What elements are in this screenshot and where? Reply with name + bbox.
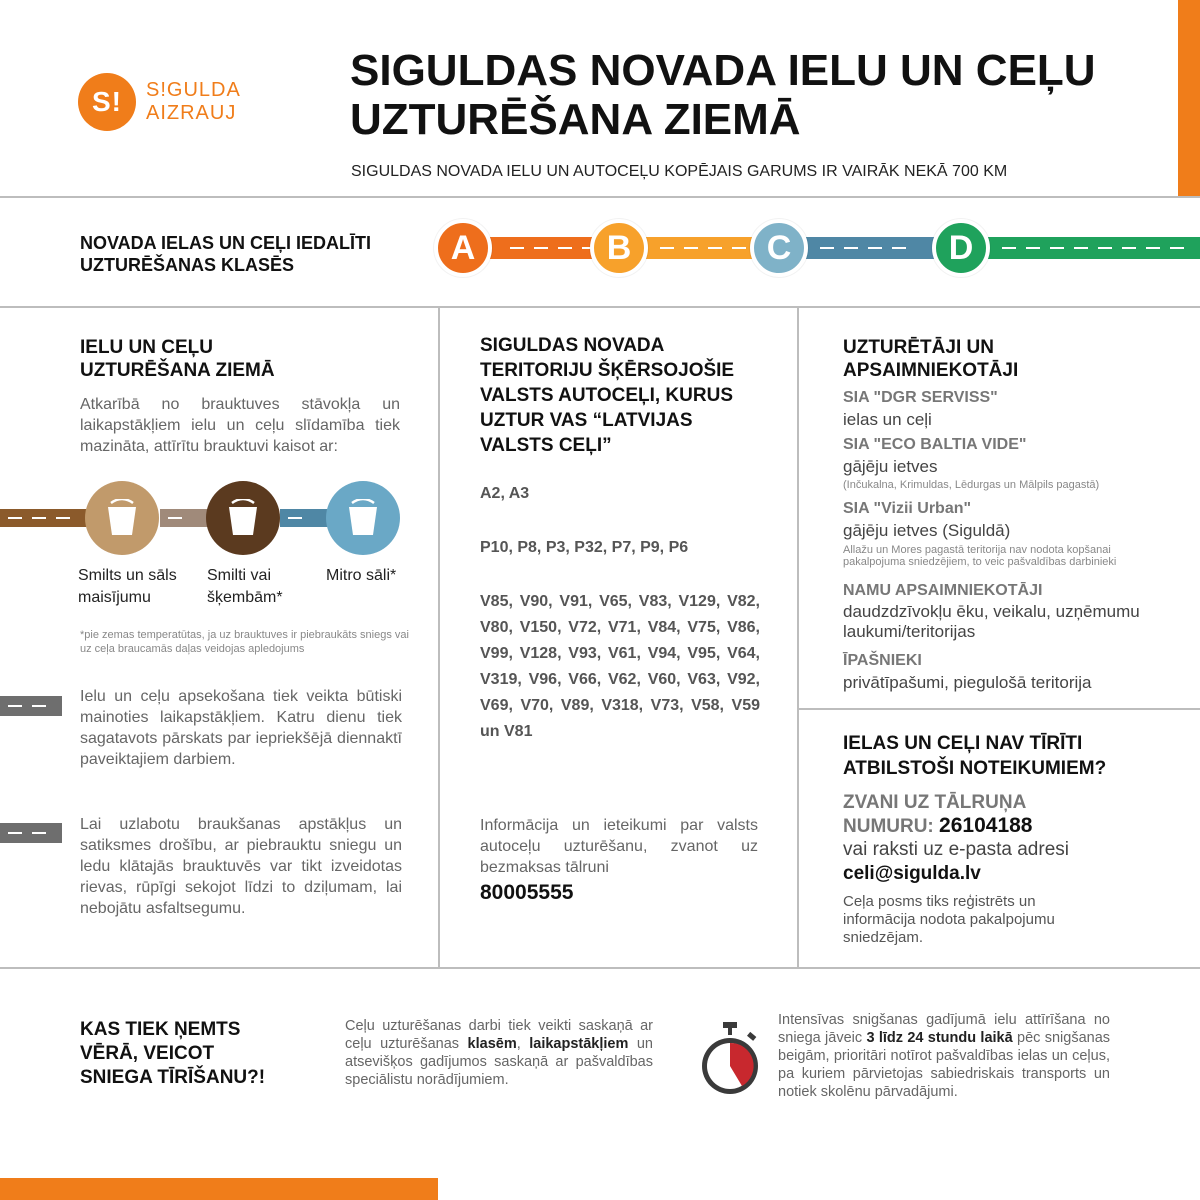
material-label-3: Mitro sāli* — [326, 567, 397, 584]
material-label-2: Smilti vai šķembām* — [207, 567, 283, 606]
class-letter: D — [948, 228, 974, 267]
road-marker-2 — [0, 823, 62, 843]
winter-intro: Atkarībā no brauktuves stāvokļa un laikapstākļiem ielu un ceļu slīdamība tiek mazināta, attīrītu brauktuvi kaisot ar: — [80, 396, 400, 455]
maintainer-2-desc: gājēju ietves — [843, 457, 938, 476]
maintainer-4-name: NAMU APSAIMNIEKOTĀJI — [843, 582, 1043, 599]
routes-a: A2, A3 — [480, 485, 530, 502]
grooves-paragraph: Lai uzlabotu braukšanas apstākļus un satiksmes drošību, ar piebrauktu sniegu un ledu klātajās brauktuvēs var tikt izveidotas rievas, rūpīgi sekojot līdzi to dziļumam, lai nebojātu asfaltsegumu. — [80, 816, 402, 917]
maintainer-5-name: ĪPAŠNIEKI — [843, 652, 922, 669]
maintainer-3-desc: gājēju ietves (Siguldā) — [843, 521, 1011, 540]
maintainer-1-name: SIA "DGR SERVISS" — [843, 389, 998, 406]
maintainer-1-desc: ielas un ceļi — [843, 410, 932, 429]
divider-top — [0, 196, 1200, 198]
complaints-email[interactable]: celi@sigulda.lv — [843, 863, 981, 884]
bottom-middle-text — [345, 1017, 653, 1089]
routes-v: V85, V90, V91, V65, V83, V129, V82, V80, V150, V72, V71, V84, V75, V86, V99, V128, V93, V61, V94, V95, V64, V319, V96, V66, V62, V60, V63, V92, V69, V70, V89, V318, V73, V58, V59 un V81 — [480, 593, 760, 740]
bottom-middle-pre: Ceļu uzturēšanas darbi tiek veikti saskaņā ar ceļu uzturēšanas — [345, 1018, 653, 1052]
bucket-icon — [226, 499, 260, 537]
divider-classes — [0, 306, 1200, 308]
divider-col3 — [798, 708, 1200, 710]
classes-label: NOVADA IELAS UN CEĻI IEDALĪTI UZTURĒŠANAS KLASĒS — [80, 233, 372, 275]
complaints-phone: 26104188 — [939, 814, 1033, 837]
material-road-2 — [160, 509, 210, 527]
bottom-right-pre: Intensīvas snigšanas gadījumā ielu attīrīšana no sniega jāveic — [778, 1012, 1110, 1046]
inspection-paragraph: Ielu un ceļu apsekošana tiek veikta būtiski mainoties laikapstākļiem. Katru dienu tiek sagatavots pārskats par iepriekšējā diennaktī paveiktajiem darbiem. — [80, 688, 402, 768]
complaints-email-label: vai raksti uz e-pasta adresi — [843, 839, 1069, 860]
bottom-right-bold: 3 līdz 24 stundu laikā — [866, 1030, 1013, 1046]
page-title: SIGULDAS NOVADA IELU UN CEĻU UZTURĒŠANA ZIEMĀ — [350, 46, 1096, 144]
maintainer-3-note: Allažu un Mores pagastā teritorija nav nodota kopšanai pakalpojuma sniedzējiem, to veic pašvaldības darbinieki — [843, 544, 1117, 568]
complaints-note: Ceļa posms tiks reģistrēts un informācija nodota pakalpojumu sniedzējam. — [843, 893, 1055, 946]
logo-mark-text: S! — [92, 86, 122, 117]
material-sand-salt — [85, 481, 159, 555]
class-badge-b — [590, 219, 648, 277]
bottom-right-post: pēc snigšanas beigām, prioritāri notīrot pašvaldības ielas un ceļus, pa kuriem pārvietojas sabiedriskais transports un notiek skolēnu pārvadājumi. — [778, 1030, 1111, 1100]
materials-footnote: *pie zemas temperatūtas, ja uz brauktuves ir piebraukāts sniegs vai uz ceļa braucamās daļas veidojas apledojums — [80, 629, 409, 655]
routes-p: P10, P8, P3, P32, P7, P9, P6 — [480, 539, 689, 556]
class-badge-d — [932, 219, 990, 277]
divider-col2 — [797, 306, 799, 967]
maintainer-3-name: SIA "Vizii Urban" — [843, 500, 972, 517]
bottom-middle-bold2: laikapstākļiem — [529, 1036, 629, 1052]
logo-line-2: AIZRAUJ — [146, 102, 237, 124]
logo-mark — [78, 73, 136, 131]
class-road-d — [962, 237, 1200, 259]
bottom-middle-post: un atsevišķos gadījumos saskaņā ar pašvaldības speciālistu norādījumiem. — [345, 1036, 653, 1088]
bottom-right-text — [778, 1011, 1110, 1101]
complaints-heading: IELAS UN CEĻI NAV TĪRĪTI ATBILSTOŠI NOTEIKUMIEM? — [843, 733, 1107, 779]
maintainer-2-name: SIA "ECO BALTIA VIDE" — [843, 436, 1027, 453]
complaints-call — [843, 791, 1073, 838]
bucket-icon — [346, 499, 380, 537]
divider-col1 — [438, 306, 440, 967]
class-letter: B — [606, 228, 632, 267]
winter-heading: IELU UN CEĻU UZTURĒŠANA ZIEMĀ — [80, 337, 275, 381]
stopwatch-icon — [698, 1020, 762, 1100]
state-roads-heading: SIGULDAS NOVADA TERITORIJU ŠĶĒRSOJOŠIE VALSTS AUTOCEĻI, KURUS UZTUR VAS “LATVIJAS VALSTS CEĻI” — [480, 335, 735, 456]
logo-wordmark — [146, 79, 241, 125]
state-roads-phone: 80005555 — [480, 881, 574, 904]
bucket-icon — [105, 499, 139, 537]
class-letter: C — [766, 228, 792, 267]
state-roads-info: Informācija un ieteikumi par valsts autoceļu uzturēšanu, zvanot uz bezmaksas tālruni — [480, 817, 758, 876]
material-label-1: Smilts un sāls maisījumu — [78, 567, 177, 606]
page-subtitle: SIGULDAS NOVADA IELU UN AUTOCEĻU KOPĒJAIS GARUMS IR VAIRĀK NEKĀ 700 KM — [351, 163, 1008, 180]
maintainers-heading: UZTURĒTĀJI UN APSAIMNIEKOTĀJI — [843, 337, 1019, 381]
class-badge-c — [750, 219, 808, 277]
material-road-1 — [0, 509, 90, 527]
class-badge-a — [434, 219, 492, 277]
maintainer-4-desc: daudzdzīvokļu ēku, veikalu, uzņēmumu laukumi/teritorijas — [843, 602, 1140, 641]
road-marker-1 — [0, 696, 62, 716]
orange-accent-bar — [1178, 0, 1200, 197]
class-letter: A — [450, 228, 476, 267]
orange-footer-bar — [0, 1178, 438, 1200]
bottom-middle-mid: , — [516, 1036, 530, 1052]
divider-bottom — [0, 967, 1200, 969]
bottom-middle-bold1: klasēm — [467, 1036, 517, 1052]
maintainer-5-desc: privātīpašumi, piegulošā teritorija — [843, 673, 1092, 692]
logo-line-1: S!GULDA — [146, 79, 241, 101]
material-wet-salt — [326, 481, 400, 555]
material-gravel — [206, 481, 280, 555]
bottom-heading: KAS TIEK ŅEMTS VĒRĀ, VEICOT SNIEGA TĪRĪŠANU?! — [80, 1019, 266, 1088]
complaints-call-label: ZVANI UZ TĀLRUŅA NUMURU: — [843, 792, 1026, 837]
maintainer-2-note: (Inčukalna, Krimuldas, Lēdurgas un Mālpils pagastā) — [843, 479, 1100, 491]
material-road-3 — [280, 509, 330, 527]
